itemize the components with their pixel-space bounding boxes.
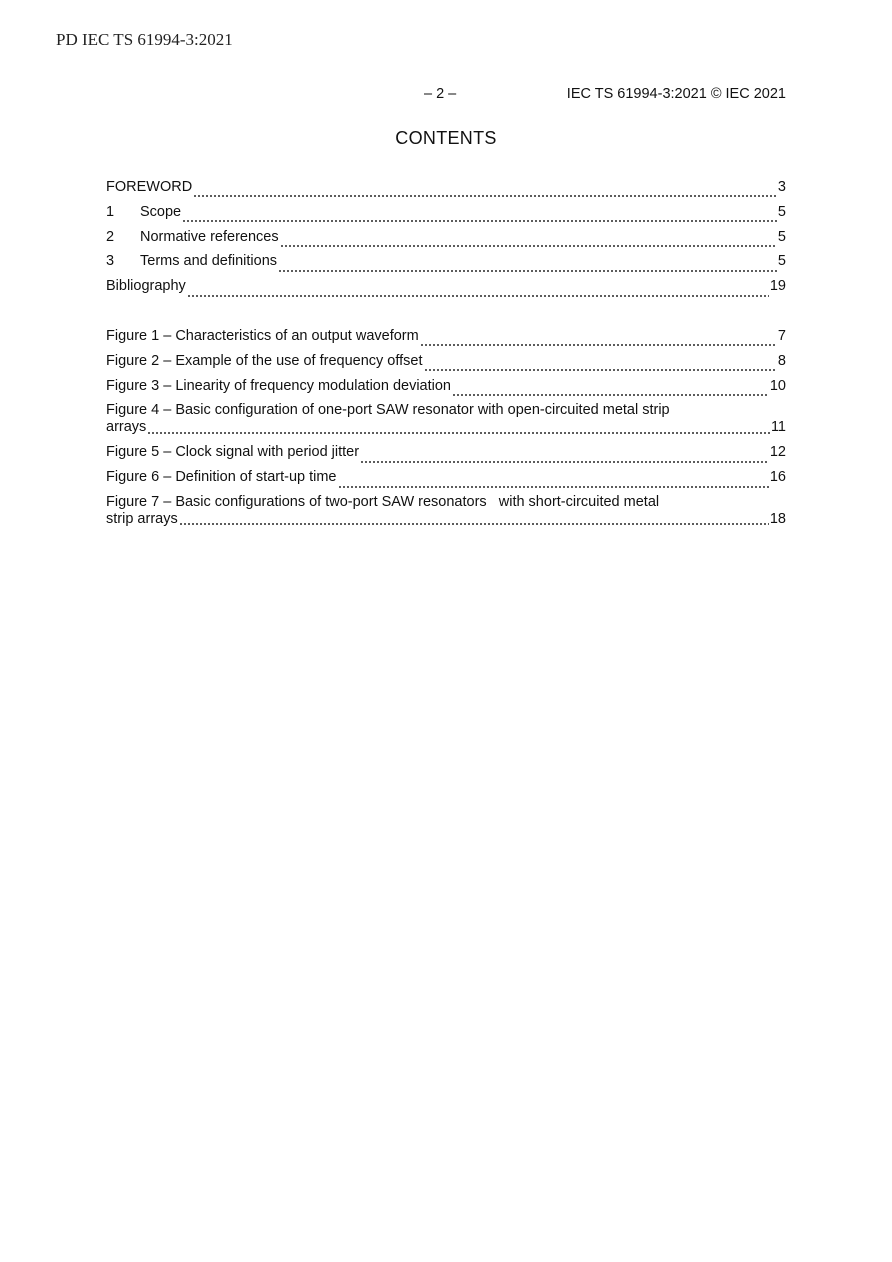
figure-entry-page: 10 [769, 377, 786, 394]
figure-entry-6[interactable] [106, 469, 786, 494]
toc-entry-foreword[interactable] [106, 179, 786, 204]
figure-entry-page: 16 [769, 469, 786, 486]
document-id: PD IEC TS 61994-3:2021 [56, 30, 233, 49]
figure-entry-text: Figure 6 – Definition of start-up time [106, 469, 337, 486]
figure-entry-text-line1: Figure 4 – Basic configuration of one-port SAW resonator with open-circuited metal strip [106, 402, 670, 419]
figure-entry-text: Figure 2 – Example of the use of frequency offset [106, 352, 423, 369]
dot-leader [193, 184, 777, 198]
toc-sections [106, 179, 786, 303]
toc-figures [106, 328, 786, 536]
figure-entry-4[interactable] [106, 402, 786, 444]
figure-entry-page: 8 [777, 352, 786, 369]
figure-entry-text: arrays [106, 419, 147, 436]
toc-entry-terms-definitions[interactable] [106, 253, 786, 278]
copyright-notice: IEC TS 61994-3:2021 © IEC 2021 [566, 86, 786, 102]
toc-entry-page: 19 [769, 278, 786, 295]
toc-entry-bibliography[interactable] [106, 278, 786, 303]
page-header [0, 86, 892, 104]
toc-entry-number: 2 [106, 228, 115, 245]
page-number: – 2 – [424, 86, 457, 102]
toc-entry-text: FOREWORD [106, 179, 193, 195]
figure-entry-7[interactable] [106, 494, 786, 536]
toc-entry-text: Bibliography [106, 278, 186, 295]
toc-entry-page: 5 [777, 203, 786, 220]
figure-entry-page: 11 [770, 419, 786, 436]
toc-entry-page: 3 [777, 179, 786, 195]
toc-entry-text: Normative references [140, 228, 279, 245]
dot-leader [424, 358, 777, 372]
toc-entry-scope[interactable] [106, 204, 786, 229]
figure-entry-5[interactable] [106, 444, 786, 469]
dot-leader [187, 284, 769, 298]
dot-leader [278, 259, 777, 273]
dot-leader [280, 234, 777, 248]
toc-entry-text: Scope [140, 203, 182, 220]
figure-entry-text: Figure 5 – Clock signal with period jitter [106, 444, 360, 461]
figure-entry-text-line1: Figure 7 – Basic configurations of two-port SAW resonators with short-circuited metal [106, 493, 660, 510]
figure-entry-3[interactable] [106, 378, 786, 403]
dot-leader [182, 209, 777, 223]
figure-entry-2[interactable] [106, 353, 786, 378]
dot-leader [360, 450, 769, 464]
dot-leader [147, 421, 770, 435]
toc-entry-normative-references[interactable] [106, 229, 786, 254]
dot-leader [420, 333, 777, 347]
figure-entry-text: strip arrays [106, 510, 178, 527]
contents-title: CONTENTS [395, 128, 497, 148]
dot-leader [452, 383, 769, 397]
dot-leader [338, 475, 769, 489]
toc-entry-page: 5 [777, 253, 786, 270]
toc-entry-number: 3 [106, 253, 115, 270]
figure-entry-page: 7 [777, 328, 786, 344]
toc-entry-text: Terms and definitions [140, 253, 278, 270]
figure-entry-text: Figure 1 – Characteristics of an output waveform [106, 328, 419, 344]
dot-leader [179, 512, 769, 526]
figure-entry-page: 12 [769, 444, 786, 461]
toc-entry-page: 5 [777, 228, 786, 245]
toc-entry-number: 1 [106, 203, 115, 220]
figure-entry-text: Figure 3 – Linearity of frequency modulation deviation [106, 377, 451, 394]
figure-entry-1[interactable] [106, 328, 786, 353]
figure-entry-page: 18 [769, 510, 786, 527]
